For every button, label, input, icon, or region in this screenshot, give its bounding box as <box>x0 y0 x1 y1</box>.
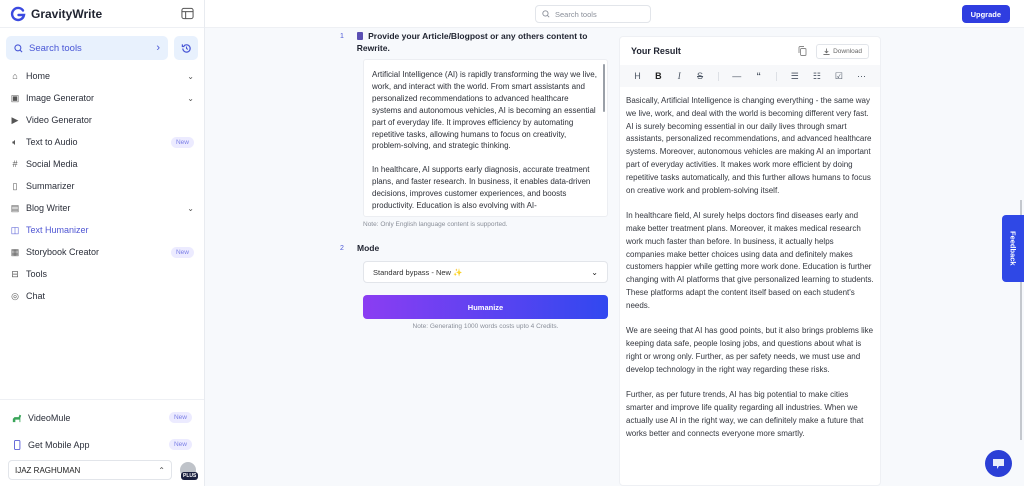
quote-icon[interactable]: “ <box>756 71 761 81</box>
result-paragraph: Basically, Artificial Intelligence is changing everything - the same way we live, work, and deal with the world is becoming different very fast. AI is surely becoming essential in our daily lives through smart assistants, personalized recommendations, and advanced healthcare systems. Moreover, autonomous vehicles are making AI an important part of everyday activities. It makes work more efficient by doing repetitive tasks automatically, and this further allows humans to focus on creative work and problem-solving itself. <box>626 96 872 195</box>
chevron-down-icon[interactable]: ⌄ <box>187 93 194 103</box>
top-search-placeholder: Search tools <box>555 9 597 19</box>
top-search-input[interactable] <box>535 5 651 23</box>
sidebar-item-label: Text to Audio <box>26 137 78 147</box>
book-icon: ◫ <box>10 224 20 235</box>
sidebar-item-video-generator[interactable] <box>0 109 204 131</box>
result-paragraph: Further, as per future trends, AI has big potential to make cities smarter and improve life quality regarding all industries. When we actually use AI in the right way, we can definitely make a future that works better and connects everyone more smartly. <box>626 390 864 438</box>
chevron-up-icon: ⌃ <box>158 465 165 475</box>
copy-icon[interactable] <box>798 46 807 56</box>
sidebar-item-social-media[interactable] <box>0 153 204 175</box>
new-badge: New <box>169 412 192 423</box>
sidebar-item-text-to-audio[interactable] <box>0 131 204 153</box>
search-icon <box>542 10 550 18</box>
hash-icon: # <box>12 159 18 169</box>
sidebar-item-get-mobile-app[interactable] <box>0 431 204 458</box>
gravitywrite-logo-icon <box>10 6 26 22</box>
sidebar-item-label: Social Media <box>26 159 78 169</box>
new-badge: New <box>171 137 194 148</box>
video-icon: ▶ <box>11 114 19 125</box>
avatar[interactable] <box>180 462 196 478</box>
chat-icon: ◎ <box>11 290 19 301</box>
new-badge: New <box>169 439 192 450</box>
bullet-list-icon[interactable]: ☰ <box>790 70 799 81</box>
sidebar-item-image-generator[interactable] <box>0 87 204 109</box>
plan-badge: PLUS <box>183 473 197 479</box>
sidebar-item-storybook-creator[interactable] <box>0 241 204 263</box>
sidebar-item-label: VideoMule <box>28 412 71 423</box>
sidebar-item-chat[interactable] <box>0 285 204 307</box>
step-2-header <box>340 242 615 255</box>
download-label: Download <box>833 47 862 55</box>
briefcase-icon: ⊟ <box>11 268 19 279</box>
sidebar-item-label: Summarizer <box>26 181 75 191</box>
textarea-scrollbar[interactable] <box>603 64 605 112</box>
toolbar-divider <box>776 72 777 81</box>
sidebar-item-label: Get Mobile App <box>28 439 90 450</box>
ordered-list-icon[interactable]: ☷ <box>812 70 821 81</box>
result-title: Your Result <box>631 46 681 56</box>
horizontal-rule-icon[interactable]: — <box>732 71 742 81</box>
italic-icon[interactable]: I <box>677 71 681 81</box>
step-2-title: Mode <box>357 243 380 253</box>
humanizer-form <box>340 30 615 330</box>
feedback-tab[interactable] <box>1002 215 1024 282</box>
user-name: IJAZ RAGHUMAN <box>15 465 81 475</box>
input-paragraph: In healthcare, AI supports early diagnosis, accurate treatment plans, and faster research. In business, it enables data-driven decisions, improves customer experiences, and boosts productivity. Education is also evolving with AI- <box>372 165 591 210</box>
sidebar-item-tools[interactable] <box>0 263 204 285</box>
document-icon: ▯ <box>12 180 18 191</box>
account-selector[interactable] <box>8 460 172 480</box>
download-icon <box>823 48 830 55</box>
blog-icon: ▤ <box>10 202 20 213</box>
videomule-icon <box>12 413 22 423</box>
sidebar-nav <box>0 64 204 307</box>
sidebar-item-label: Blog Writer <box>26 203 71 213</box>
chevron-down-icon[interactable]: ⌄ <box>187 71 194 81</box>
more-icon[interactable]: ⋯ <box>856 70 866 81</box>
bold-icon[interactable]: B <box>655 71 662 81</box>
sidebar-search-label: Search tools <box>29 42 82 54</box>
input-paragraph: Artificial Intelligence (AI) is rapidly transforming the way we live, work, and interact with the world. From smart assistants and personalized recommendations to advanced healthcare systems and autonomous vehicles, AI is becoming an essential part of everyday life. It improves efficiency by automating repetitive tasks, allowing humans to focus on creativity, problem-solving, and strategic thinking. <box>372 70 597 151</box>
step-1-title: Provide your Article/Blogpost or any others content to Rewrite. <box>356 31 588 53</box>
sidebar-item-label: Tools <box>26 269 48 279</box>
sidebar-item-label: Home <box>26 71 51 81</box>
home-icon: ⌂ <box>12 71 18 81</box>
sidebar-item-summarizer[interactable] <box>0 175 204 197</box>
history-button[interactable] <box>174 36 198 60</box>
sidebar-item-videomule[interactable] <box>0 404 204 431</box>
logo[interactable] <box>10 6 102 22</box>
logo-row <box>0 0 204 28</box>
storybook-icon: ▦ <box>10 246 20 257</box>
result-panel <box>619 36 881 486</box>
mode-dropdown[interactable] <box>363 261 608 283</box>
sidebar-item-blog-writer[interactable] <box>0 197 204 219</box>
speaker-icon: 🔈︎ <box>12 136 18 147</box>
sidebar <box>0 0 205 486</box>
history-icon <box>181 43 192 54</box>
app-name: GravityWrite <box>31 6 103 21</box>
task-list-icon[interactable]: ☑ <box>834 70 843 81</box>
sidebar-item-label: Storybook Creator <box>26 247 100 257</box>
strikethrough-icon[interactable]: S <box>697 71 704 81</box>
editor-toolbar <box>620 65 880 87</box>
chevron-down-icon[interactable]: ⌄ <box>187 203 194 213</box>
download-button[interactable] <box>816 44 869 59</box>
search-icon <box>14 44 23 53</box>
sidebar-item-label: Video Generator <box>26 115 92 125</box>
sidebar-item-label: Text Humanizer <box>26 225 89 235</box>
top-bar <box>205 0 1024 28</box>
sidebar-bottom <box>0 399 204 486</box>
sidebar-item-label: Chat <box>26 291 46 301</box>
sidebar-toggle-icon[interactable] <box>181 7 194 20</box>
chat-bubble-icon <box>992 458 1005 470</box>
step-number: 1 <box>340 33 344 40</box>
mobile-icon <box>12 440 22 450</box>
step-1-header <box>340 30 615 54</box>
chevron-right-icon: › <box>156 42 160 54</box>
image-icon: ▣ <box>10 92 20 103</box>
heading-icon[interactable]: H <box>634 71 641 81</box>
sidebar-item-label: Image Generator <box>26 93 95 103</box>
upgrade-button[interactable]: Upgrade <box>962 5 1010 23</box>
humanize-button[interactable]: Humanize <box>363 295 608 319</box>
language-note: Note: Only English language content is supported. <box>363 221 508 228</box>
result-content[interactable] <box>620 87 880 441</box>
sidebar-item-home[interactable] <box>0 65 204 87</box>
sidebar-search-button[interactable] <box>6 36 168 60</box>
notebook-icon <box>357 32 363 40</box>
result-paragraph: We are seeing that AI has good points, but it also brings problems like keeping data safe, people losing jobs, and questions about what is right or wrong only. Further, as per safety needs, we must use and develop technology in the right way regarding these risks. <box>626 326 874 374</box>
toolbar-divider <box>718 72 719 81</box>
chat-support-button[interactable] <box>985 450 1012 477</box>
mode-value: Standard bypass - New ✨ <box>373 267 463 277</box>
chevron-down-icon: ⌄ <box>591 267 598 277</box>
credits-note: Note: Generating 1000 words costs upto 4 Credits. <box>412 323 559 330</box>
step-number: 2 <box>340 245 344 252</box>
result-paragraph: In healthcare field, AI surely helps doctors find diseases early and make better treatment plans. Moreover, it makes medical research work much faster than before. In business, it actually helps companies make better choices using data and definitely makes customers happier while getting more work done. Education is further changing with AI platforms that give personalized learning to students. These platforms adapt the content itself based on each student's needs. <box>626 211 874 310</box>
new-badge: New <box>171 247 194 258</box>
content-input-textarea[interactable] <box>363 59 608 217</box>
feedback-label: Feedback <box>1008 231 1018 266</box>
sidebar-item-text-humanizer[interactable] <box>0 219 204 241</box>
